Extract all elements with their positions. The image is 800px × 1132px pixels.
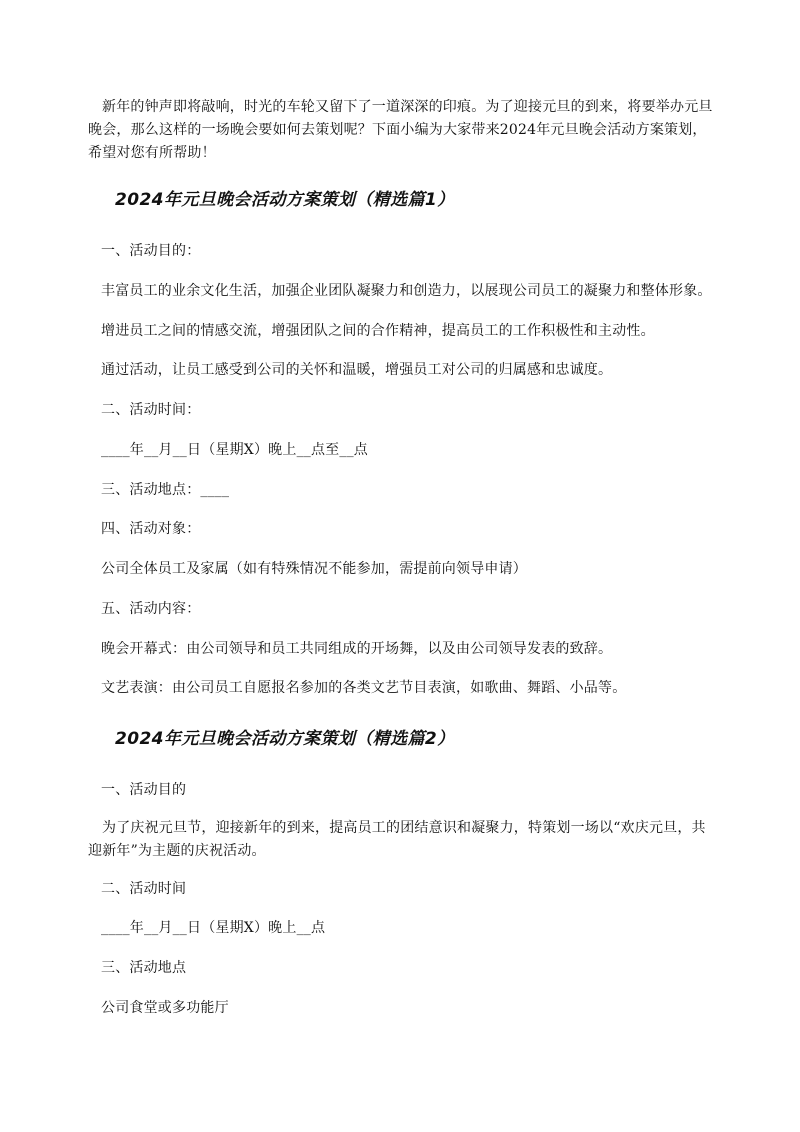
section-1-title: 2024年元旦晚会活动方案策划（精选篇1） [115,190,455,210]
section-2-title: 2024年元旦晚会活动方案策划（精选篇2） [115,729,455,749]
s1-content-performance: 文艺表演：由公司员工自愿报名参加的各类文艺节目表演，如歌曲、舞蹈、小品等。 [101,680,627,696]
s1-heading-content: 五、活动内容： [101,601,201,617]
s1-heading-audience: 四、活动对象： [101,521,201,537]
s1-time-value: ____年__月__日（星期X）晚上__点至__点 [101,442,368,458]
s1-purpose-line-1: 丰富员工的业余文化生活，加强企业团队凝聚力和创造力，以展现公司员工的凝聚力和整体形象。 [101,283,712,299]
s1-audience-value: 公司全体员工及家属（如有特殊情况不能参加，需提前向领导申请） [101,561,527,577]
s2-time-value: ____年__月__日（星期X）晚上__点 [101,920,326,936]
s1-heading-time: 二、活动时间： [101,402,201,418]
s1-content-opening: 晚会开幕式：由公司领导和员工共同组成的开场舞，以及由公司领导发表的致辞。 [101,641,613,657]
s2-heading-location: 三、活动地点 [101,960,187,976]
s2-location-value: 公司食堂或多功能厅 [101,1000,229,1016]
s1-purpose-line-3: 通过活动，让员工感受到公司的关怀和温暖，增强员工对公司的归属感和忠诚度。 [101,362,613,378]
s2-heading-purpose: 一、活动目的 [101,782,187,798]
intro-paragraph: 新年的钟声即将敲响，时光的车轮又留下了一道深深的印痕。为了迎接元旦的到来，将要举办元旦晚会，那么这样的一场晚会要如何去策划呢？下面小编为大家带来2024年元旦晚会活动方案策划，希望对您有所帮助！ [88,99,713,161]
s2-purpose-paragraph: 为了庆祝元旦节，迎接新年的到来，提高员工的团结意识和凝聚力，特策划一场以“欢庆元旦，共迎新年”为主题的庆祝活动。 [88,820,706,859]
s1-heading-purpose: 一、活动目的： [101,243,201,259]
s1-purpose-line-2: 增进员工之间的情感交流，增强团队之间的合作精神，提高员工的工作积极性和主动性。 [101,323,655,339]
s1-heading-location: 三、活动地点：____ [101,482,230,498]
s2-heading-time: 二、活动时间 [101,881,187,897]
